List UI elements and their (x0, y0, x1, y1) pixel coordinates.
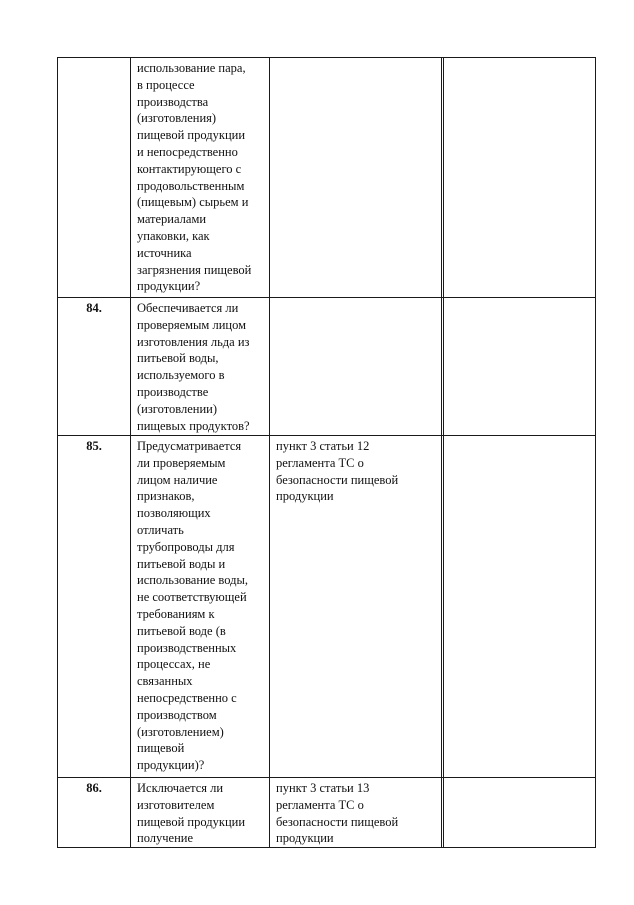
cell-text-line: Обеспечивается ли (137, 301, 239, 315)
cell-text-line: пищевой продукции (137, 128, 246, 143)
note-cell (444, 436, 596, 778)
cell-text-line: питьевой воды и (137, 556, 226, 571)
table-row (58, 778, 596, 848)
note-cell (444, 778, 596, 848)
cell-text-line: пункт 3 статьи 13 (276, 781, 370, 795)
cell-text-line: позволяющих (137, 506, 211, 521)
cell-text-line: (изготовления) (137, 111, 217, 126)
cell-text-line: требованиям к (137, 606, 215, 621)
cell-text-line: проверяемым лицом (137, 317, 246, 332)
question-cell (131, 58, 270, 298)
cell-text-line: использование воды, (137, 573, 248, 588)
cell-text-line: безопасности пищевой (276, 472, 399, 487)
question-cell (131, 436, 270, 778)
cell-text-line: изготовления льда из (137, 334, 250, 349)
cell-text-line: упаковки, как (137, 228, 210, 243)
cell-text-line: пищевой продукции (137, 814, 246, 829)
cell-text-line: получение (137, 831, 194, 846)
reference-cell (270, 298, 442, 436)
cell-text-line: регламента ТС о (276, 797, 364, 812)
cell-text-line: и непосредственно (137, 144, 238, 159)
cell-text-line: производстве (137, 384, 209, 399)
cell-text-line: пищевой (137, 741, 185, 756)
cell-text-line: Предусматривается (137, 439, 242, 453)
table-row (58, 436, 596, 778)
note-cell (444, 58, 596, 298)
reference-cell (270, 436, 442, 778)
cell-text-line: в процессе (137, 77, 195, 92)
cell-text-line: материалами (137, 212, 207, 227)
cell-text-line: питьевой воды, (137, 351, 219, 366)
cell-text-line: (изготовлением) (137, 724, 224, 739)
note-cell (444, 298, 596, 436)
cell-text-line: Исключается ли (137, 781, 224, 795)
row-number: 85. (58, 436, 131, 778)
cell-text-line: отличать (137, 522, 184, 537)
cell-text-line: регламента ТС о (276, 455, 364, 470)
reference-cell (270, 778, 442, 848)
cell-text-line: питьевой воде (в (137, 623, 226, 638)
cell-text-line: продовольственным (137, 178, 245, 193)
cell-text-line: изготовителем (137, 797, 215, 812)
table-row (58, 58, 596, 298)
cell-text-line: пищевых продуктов? (137, 418, 250, 433)
row-number: 84. (58, 298, 131, 436)
question-cell (131, 298, 270, 436)
cell-text-line: используемого в (137, 368, 225, 383)
cell-text-line: производства (137, 94, 209, 109)
cell-text-line: продукции (276, 489, 334, 504)
reference-cell (270, 58, 442, 298)
cell-text-line: процессах, не (137, 657, 211, 672)
cell-text-line: пункт 3 статьи 12 (276, 439, 370, 453)
cell-text-line: производственных (137, 640, 237, 655)
cell-text-line: продукции? (137, 279, 201, 294)
cell-text-line: загрязнения пищевой (137, 262, 252, 277)
cell-text-line: безопасности пищевой (276, 814, 399, 829)
cell-text-line: производством (137, 707, 217, 722)
row-number (58, 58, 131, 298)
cell-text-line: не соответствующей (137, 590, 247, 605)
cell-text-line: использование пара, (137, 61, 246, 75)
cell-text-line: (пищевым) сырьем и (137, 195, 249, 210)
cell-text-line: трубопроводы для (137, 539, 235, 554)
checklist-table (57, 57, 596, 848)
cell-text-line: (изготовлении) (137, 401, 217, 416)
cell-text-line: продукции (276, 831, 334, 846)
cell-text-line: контактирующего с (137, 161, 242, 176)
question-cell (131, 778, 270, 848)
cell-text-line: признаков, (137, 489, 195, 504)
cell-text-line: продукции)? (137, 758, 205, 773)
cell-text-line: источника (137, 245, 192, 260)
row-number: 86. (58, 778, 131, 848)
cell-text-line: ли проверяемым (137, 455, 226, 470)
cell-text-line: лицом наличие (137, 472, 218, 487)
table-row (58, 298, 596, 436)
cell-text-line: связанных (137, 674, 193, 689)
cell-text-line: непосредственно с (137, 690, 237, 705)
